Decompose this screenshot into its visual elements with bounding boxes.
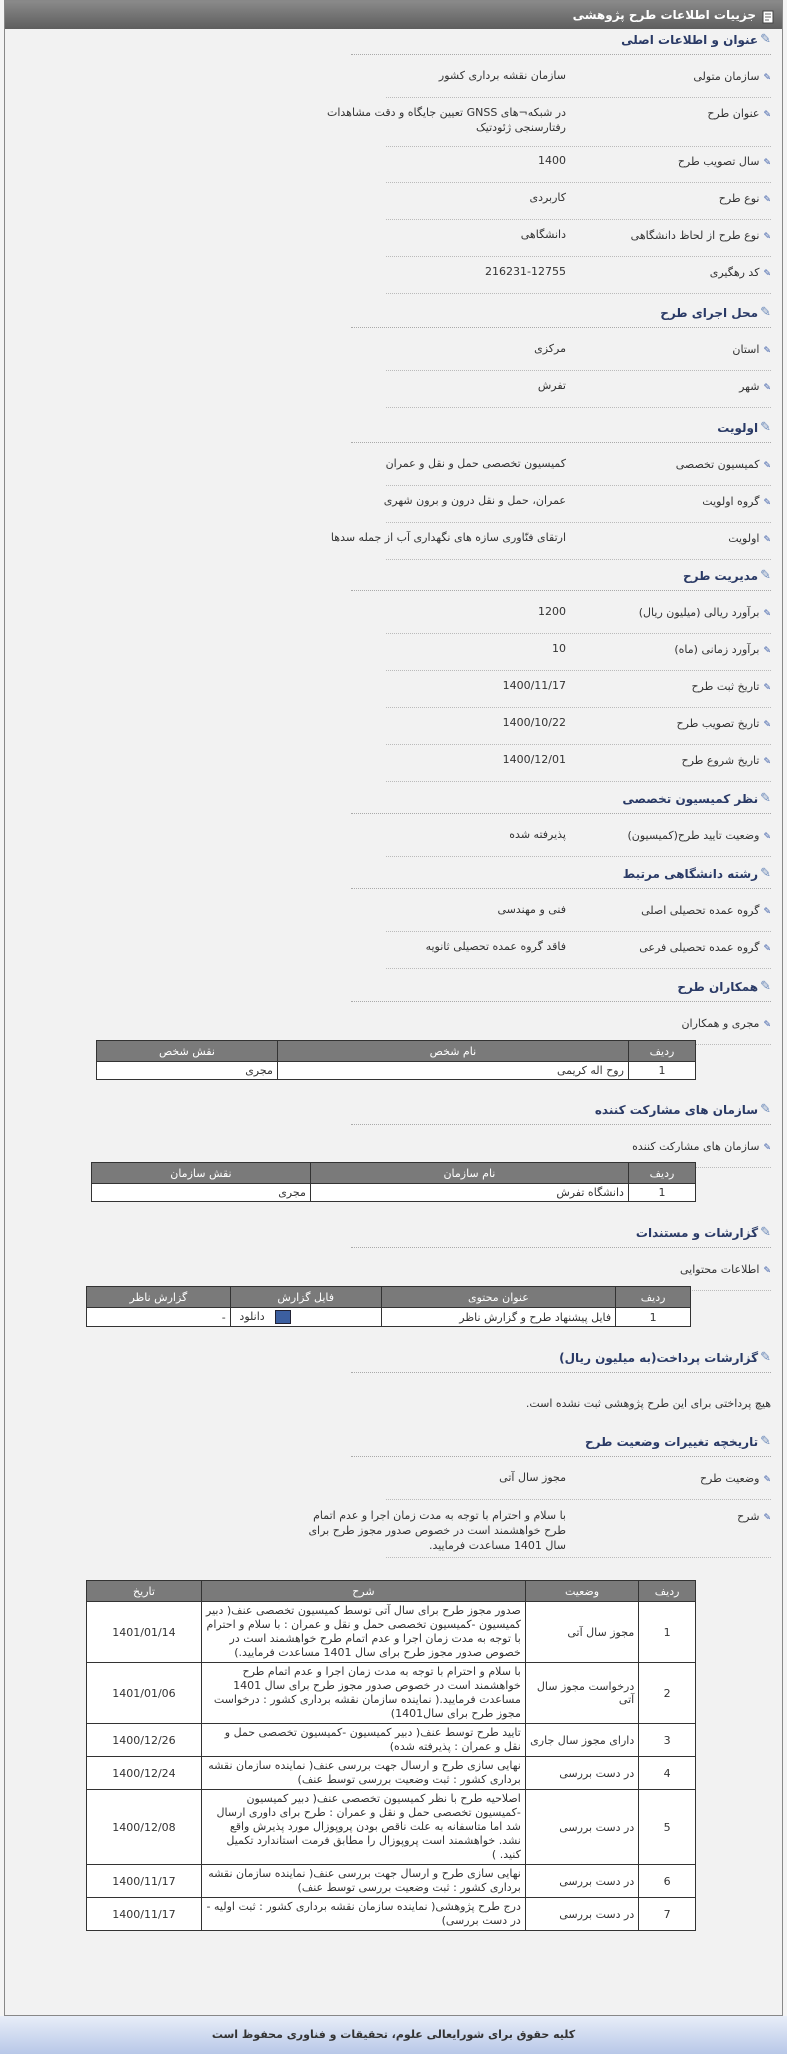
- column-header: تاریخ: [87, 1581, 202, 1602]
- table-cell: 1400/12/08: [87, 1790, 202, 1865]
- pen-icon: ✎: [760, 791, 771, 806]
- section-title-commission: [622, 791, 771, 806]
- bullet-icon: ✎: [763, 535, 771, 545]
- field-value: سازمان نقشه برداری کشور: [438, 69, 566, 82]
- row-divider: [386, 256, 771, 257]
- table-cell: تایید طرح توسط عنف( دبیر کمیسیون -کمیسیون تخصصی حمل و نقل و عمران : پذیرفته شده): [201, 1724, 525, 1757]
- table-cell: مجری: [97, 1062, 278, 1080]
- row-divider: [386, 781, 771, 782]
- section-title-text: رشته دانشگاهی مرتبط: [622, 866, 759, 881]
- table-cell: 1400/12/26: [87, 1724, 202, 1757]
- table-header-row: [92, 1163, 696, 1184]
- field-label-text: عنوان طرح: [707, 107, 760, 120]
- pen-icon: ✎: [760, 305, 771, 320]
- row-divider: [386, 182, 771, 183]
- row-divider: [386, 370, 771, 371]
- section-divider: [351, 1124, 771, 1125]
- field-label-text: مجری و همکاران: [681, 1017, 760, 1030]
- section-divider: [351, 1372, 771, 1373]
- section-divider: [351, 1001, 771, 1002]
- table-cell: 1: [639, 1602, 696, 1663]
- row-divider: [386, 1499, 771, 1500]
- field-value: 1400: [538, 154, 566, 167]
- section-title-priority: [717, 420, 771, 435]
- field-row-history-status: [351, 1464, 771, 1500]
- table-row: [87, 1663, 696, 1724]
- bullet-icon: ✎: [763, 720, 771, 730]
- section-divider: [351, 442, 771, 443]
- table-cell: -: [87, 1308, 231, 1327]
- download-icon[interactable]: [275, 1310, 291, 1324]
- bullet-icon: ✎: [763, 110, 771, 120]
- field-label: [581, 380, 771, 393]
- field-row-general-1: [326, 99, 771, 147]
- field-label-text: اولویت: [728, 532, 760, 545]
- column-header: ردیف: [616, 1287, 691, 1308]
- table-cell: درج طرح پژوهشی( نماینده سازمان نقشه برداری کشور : ثبت اولیه - در دست بررسی): [201, 1898, 525, 1931]
- field-label-text: تاریخ شروع طرح: [681, 754, 760, 767]
- section-title-text: محل اجرای طرح: [660, 305, 759, 320]
- table-cell: نهایی سازی طرح و ارسال جهت بررسی عنف( نماینده سازمان نقشه برداری کشور : ثبت وضعیت بررسی توسط عنف): [201, 1865, 525, 1898]
- bullet-icon: ✎: [763, 232, 771, 242]
- field-label: [581, 606, 771, 619]
- row-divider: [386, 559, 771, 560]
- row-divider: [386, 522, 771, 523]
- field-label: [581, 1510, 771, 1523]
- section-title-management: [683, 568, 771, 583]
- table-cell: دارای مجوز سال جاری: [525, 1724, 638, 1757]
- table-row: [87, 1602, 696, 1663]
- table-header-row: [87, 1581, 696, 1602]
- row-divider: [386, 1557, 771, 1558]
- table-cell: 1400/11/17: [87, 1898, 202, 1931]
- field-label-text: کمیسیون تخصصی: [675, 458, 760, 471]
- bullet-icon: ✎: [763, 498, 771, 508]
- section-title-payments: [559, 1350, 771, 1365]
- section-title-general: [621, 32, 771, 47]
- field-value: 216231-12755: [485, 265, 566, 278]
- pen-icon: ✎: [760, 979, 771, 994]
- field-label-text: گروه عمده تحصیلی فرعی: [639, 941, 760, 954]
- bullet-icon: ✎: [763, 944, 771, 954]
- bullet-icon: ✎: [763, 646, 771, 656]
- field-label-text: شهر: [739, 380, 760, 393]
- footer: کلیه حقوق برای شورایعالی علوم، تحقیقات و فناوری محفوظ است: [0, 2016, 787, 2054]
- field-label-text: وضعیت طرح: [699, 1472, 760, 1485]
- field-value: 1400/10/22: [502, 716, 566, 729]
- field-label-text: نوع طرح از لحاظ دانشگاهی: [630, 229, 760, 242]
- field-row-priority-0: [351, 450, 771, 486]
- table-row: [87, 1308, 691, 1327]
- table-row: [97, 1062, 696, 1080]
- field-label: [581, 458, 771, 471]
- field-value: ارتقای فنّاوری سازه های نگهداری آب از جمله سدها: [330, 531, 566, 544]
- section-divider: [351, 1456, 771, 1457]
- bullet-icon: ✎: [763, 269, 771, 279]
- field-label-text: اطلاعات محتوایی: [680, 1263, 760, 1276]
- field-row-discipline-1: [351, 933, 771, 969]
- field-label-text: تاریخ تصویب طرح: [676, 717, 760, 730]
- field-label: [581, 754, 771, 767]
- section-title-discipline: [623, 866, 771, 881]
- row-divider: [386, 707, 771, 708]
- column-header: عنوان محتوی: [381, 1287, 616, 1308]
- reports-table: [86, 1286, 691, 1327]
- field-label: [581, 680, 771, 693]
- field-row-management-0: [351, 598, 771, 634]
- field-value: کاربردی: [529, 191, 566, 204]
- bullet-icon: ✎: [763, 73, 771, 83]
- bullet-icon: ✎: [763, 195, 771, 205]
- field-label-text: سازمان های مشارکت کننده: [632, 1140, 760, 1153]
- field-label: [581, 643, 771, 656]
- column-header: وضعیت: [525, 1581, 638, 1602]
- table-cell: 1401/01/14: [87, 1602, 202, 1663]
- section-divider: [351, 590, 771, 591]
- table-row: [92, 1184, 696, 1202]
- field-value: مرکزی: [534, 342, 566, 355]
- bullet-icon: ✎: [763, 461, 771, 471]
- field-value: در شبکه¬های GNSS تعیین جایگاه و دقت مشاهدات رفتارسنجی ژئودتیک: [326, 106, 566, 134]
- section-title-text: گزارشات و مستندات: [635, 1225, 759, 1240]
- table-cell: دانشگاه تفرش: [310, 1184, 628, 1202]
- table-cell: مجوز سال آتی: [525, 1602, 638, 1663]
- field-row-general2-2: [351, 221, 771, 257]
- section-title-text: همکاران طرح: [677, 979, 759, 994]
- table-cell: 6: [639, 1865, 696, 1898]
- pen-icon: ✎: [760, 1434, 771, 1449]
- column-header: نقش سازمان: [92, 1163, 311, 1184]
- bullet-icon: ✎: [763, 383, 771, 393]
- table-row: [87, 1865, 696, 1898]
- column-header: ردیف: [628, 1163, 695, 1184]
- table-cell: در دست بررسی: [525, 1898, 638, 1931]
- section-title-text: تاریخچه تغییرات وضعیت طرح: [585, 1434, 759, 1449]
- table-cell: روح اله کریمی: [277, 1062, 628, 1080]
- table-cell: مجری: [92, 1184, 311, 1202]
- table-cell: فایل پیشنهاد طرح و گزارش ناظر: [381, 1308, 616, 1327]
- field-label: [581, 532, 771, 545]
- field-row-management-2: [351, 672, 771, 708]
- field-label: [581, 829, 771, 842]
- field-row-location-1: [351, 372, 771, 408]
- table-cell: در دست بررسی: [525, 1790, 638, 1865]
- table-cell: 5: [639, 1790, 696, 1865]
- row-divider: [386, 744, 771, 745]
- row-divider: [386, 407, 771, 408]
- section-title-location: [660, 305, 771, 320]
- section-divider: [351, 54, 771, 55]
- field-label: [581, 1017, 771, 1030]
- field-label: [581, 941, 771, 954]
- field-value: عمران، حمل و نقل درون و برون شهری: [383, 494, 566, 507]
- bullet-icon: ✎: [763, 832, 771, 842]
- column-header: نقش شخص: [97, 1041, 278, 1062]
- partners-table: [96, 1040, 696, 1080]
- field-label: [581, 1263, 771, 1276]
- field-value: 1200: [538, 605, 566, 618]
- table-cell: در دست بررسی: [525, 1757, 638, 1790]
- field-value: 1400/12/01: [502, 753, 566, 766]
- table-header-row: [87, 1287, 691, 1308]
- field-row-general2-1: [351, 184, 771, 220]
- section-title-orgs: [595, 1102, 771, 1117]
- row-divider: [386, 633, 771, 634]
- table-cell: 2: [639, 1663, 696, 1724]
- table-cell: صدور مجوز طرح برای سال آتی توسط کمیسیون تخصصی عنف( دبیر کمیسیون -کمیسیون تخصصی حمل و نقل و عمران : با سلام و احترام با توجه به مدت زمان اجرا و عدم اتمام طرح خواهشمند است در خصوص صدور مجوز طرح برای سال 1401 مساعدت فرمایید.): [201, 1602, 525, 1663]
- payments-note: هیچ پرداختی برای این طرح پژوهشی ثبت نشده است.: [525, 1397, 771, 1410]
- field-row-management-4: [351, 746, 771, 782]
- field-label-text: گروه اولویت: [702, 495, 760, 508]
- row-divider: [386, 670, 771, 671]
- field-value: کمیسیون تخصصی حمل و نقل و عمران: [385, 457, 566, 470]
- table-cell: 1400/11/17: [87, 1865, 202, 1898]
- panel-title: جزییات اطلاعات طرح پژوهشی: [572, 8, 756, 22]
- row-divider: [386, 97, 771, 98]
- field-row-history-desc: [308, 1502, 771, 1558]
- row-divider: [386, 856, 771, 857]
- row-divider: [386, 293, 771, 294]
- field-row-commission-0: [351, 821, 771, 857]
- field-label-text: سال تصویب طرح: [677, 155, 760, 168]
- field-row-priority-2: [330, 524, 771, 560]
- column-header: نام شخص: [277, 1041, 628, 1062]
- pen-icon: ✎: [760, 1102, 771, 1117]
- field-label: [581, 495, 771, 508]
- table-cell: 1401/01/06: [87, 1663, 202, 1724]
- field-value: فنی و مهندسی: [497, 903, 566, 916]
- row-divider: [386, 931, 771, 932]
- field-label-text: وضعیت تایید طرح(کمیسیون): [627, 829, 760, 842]
- column-header: ردیف: [628, 1041, 695, 1062]
- column-header: نام سازمان: [310, 1163, 628, 1184]
- field-label-text: برآورد زمانی (ماه): [674, 643, 760, 656]
- bullet-icon: ✎: [763, 1266, 771, 1276]
- table-cell: [230, 1308, 381, 1327]
- table-cell: 1400/12/24: [87, 1757, 202, 1790]
- table-cell: 3: [639, 1724, 696, 1757]
- field-label-text: برآورد ریالی (میلیون ریال): [638, 606, 760, 619]
- column-header: فایل گزارش: [230, 1287, 381, 1308]
- field-label: [581, 717, 771, 730]
- field-value: پذیرفته شده: [509, 828, 566, 841]
- column-header: گزارش ناظر: [87, 1287, 231, 1308]
- details-content: [16, 0, 771, 2000]
- pen-icon: ✎: [760, 1350, 771, 1365]
- table-row: [87, 1724, 696, 1757]
- section-title-history: [585, 1434, 771, 1449]
- section-title-text: سازمان های مشارکت کننده: [594, 1102, 759, 1117]
- section-title-partners: [677, 979, 771, 994]
- row-divider: [386, 485, 771, 486]
- table-cell: نهایی سازی طرح و ارسال جهت بررسی عنف( نماینده سازمان نقشه برداری کشور : ثبت وضعیت بررسی توسط عنف): [201, 1757, 525, 1790]
- column-header: ردیف: [639, 1581, 696, 1602]
- bullet-icon: ✎: [763, 1513, 771, 1523]
- bullet-icon: ✎: [763, 609, 771, 619]
- field-label: [581, 266, 771, 279]
- field-label: [581, 107, 771, 120]
- field-label: [581, 1472, 771, 1485]
- field-label-text: گروه عمده تحصیلی اصلی: [641, 904, 760, 917]
- section-divider: [351, 813, 771, 814]
- bullet-icon: ✎: [763, 1020, 771, 1030]
- section-title-text: گزارشات پرداخت(به میلیون ریال): [559, 1350, 759, 1365]
- field-row-general-0: [351, 62, 771, 98]
- orgs-table: [91, 1162, 696, 1202]
- table-cell: با سلام و احترام با توجه به مدت زمان اجرا و عدم اتمام طرح خواهشمند است در خصوص صدور مجوز طرح برای سال 1401 مساعدت فرمایید.( نماینده سازمان نقشه برداری کشور : درخواست مجوز طرح برای سال1401): [201, 1663, 525, 1724]
- bullet-icon: ✎: [763, 158, 771, 168]
- field-row-management-1: [351, 635, 771, 671]
- section-title-text: اولویت: [717, 420, 759, 435]
- field-value: دانشگاهی: [520, 228, 566, 241]
- bullet-icon: ✎: [763, 1143, 771, 1153]
- table-cell: 4: [639, 1757, 696, 1790]
- field-value: با سلام و احترام با توجه به مدت زمان اجرا و عدم اتمام طرح خواهشمند است در خصوص صدور مجوز طرح برای سال 1401 مساعدت فرمایید.: [308, 1509, 566, 1552]
- bullet-icon: ✎: [763, 1475, 771, 1485]
- section-title-reports: [636, 1225, 771, 1240]
- table-cell: 1: [628, 1184, 695, 1202]
- field-row-management-3: [351, 709, 771, 745]
- field-label: [581, 1140, 771, 1153]
- table-row: [87, 1790, 696, 1865]
- field-value: فاقد گروه عمده تحصیلی ثانویه: [425, 940, 566, 953]
- bullet-icon: ✎: [763, 757, 771, 767]
- field-value: 10: [552, 642, 566, 655]
- section-divider: [351, 327, 771, 328]
- section-title-text: مدیریت طرح: [682, 568, 759, 583]
- section-divider: [351, 1247, 771, 1248]
- table-cell: درخواست مجوز سال آتی: [525, 1663, 638, 1724]
- history-table: [86, 1580, 696, 1931]
- field-row-general2-0: [351, 147, 771, 183]
- table-row: [87, 1898, 696, 1931]
- row-divider: [386, 219, 771, 220]
- field-row-location-0: [351, 335, 771, 371]
- field-label: [581, 229, 771, 242]
- field-value: 1400/11/17: [502, 679, 566, 692]
- field-row-discipline-0: [351, 896, 771, 932]
- field-label-text: سازمان متولی: [693, 70, 760, 83]
- table-cell: 7: [639, 1898, 696, 1931]
- section-divider: [351, 888, 771, 889]
- field-row-priority-1: [351, 487, 771, 523]
- row-divider: [386, 968, 771, 969]
- table-cell: در دست بررسی: [525, 1865, 638, 1898]
- download-link[interactable]: دانلود: [239, 1310, 265, 1323]
- table-row: [87, 1757, 696, 1790]
- bullet-icon: ✎: [763, 346, 771, 356]
- field-label-text: کد رهگیری: [709, 266, 760, 279]
- field-label-text: استان: [732, 343, 760, 356]
- section-title-text: عنوان و اطلاعات اصلی: [621, 32, 759, 47]
- bullet-icon: ✎: [763, 683, 771, 693]
- field-value: تفرش: [537, 379, 566, 392]
- field-row-general2-3: [351, 258, 771, 294]
- section-title-text: نظر کمیسیون تخصصی: [622, 791, 759, 806]
- field-label: [581, 904, 771, 917]
- pen-icon: ✎: [760, 32, 771, 47]
- pen-icon: ✎: [760, 866, 771, 881]
- field-label-text: تاریخ ثبت طرح: [691, 680, 760, 693]
- bullet-icon: ✎: [763, 907, 771, 917]
- table-cell: اصلاحیه طرح با نظر کمیسیون تخصصی عنف( دبیر کمیسیون -کمیسیون تخصصی حمل و نقل و عمران : طرح برای داوری ارسال شد اما متاسفانه به علت ناقص بودن پروپوزال مورد پذیرش واقع نشد. خواهشمند است پروپوزال را مطابق فرمت استاندارد تکمیل کنید. ): [201, 1790, 525, 1865]
- pen-icon: ✎: [760, 1225, 771, 1240]
- field-value: مجوز سال آتی: [499, 1471, 566, 1484]
- pen-icon: ✎: [760, 568, 771, 583]
- field-label: [581, 155, 771, 168]
- field-label-text: نوع طرح: [718, 192, 760, 205]
- table-cell: 1: [616, 1308, 691, 1327]
- field-label: [581, 343, 771, 356]
- field-label: [581, 192, 771, 205]
- pen-icon: ✎: [760, 420, 771, 435]
- table-cell: 1: [628, 1062, 695, 1080]
- column-header: شرح: [201, 1581, 525, 1602]
- field-label: [581, 70, 771, 83]
- field-label-text: شرح: [737, 1510, 760, 1523]
- table-header-row: [97, 1041, 696, 1062]
